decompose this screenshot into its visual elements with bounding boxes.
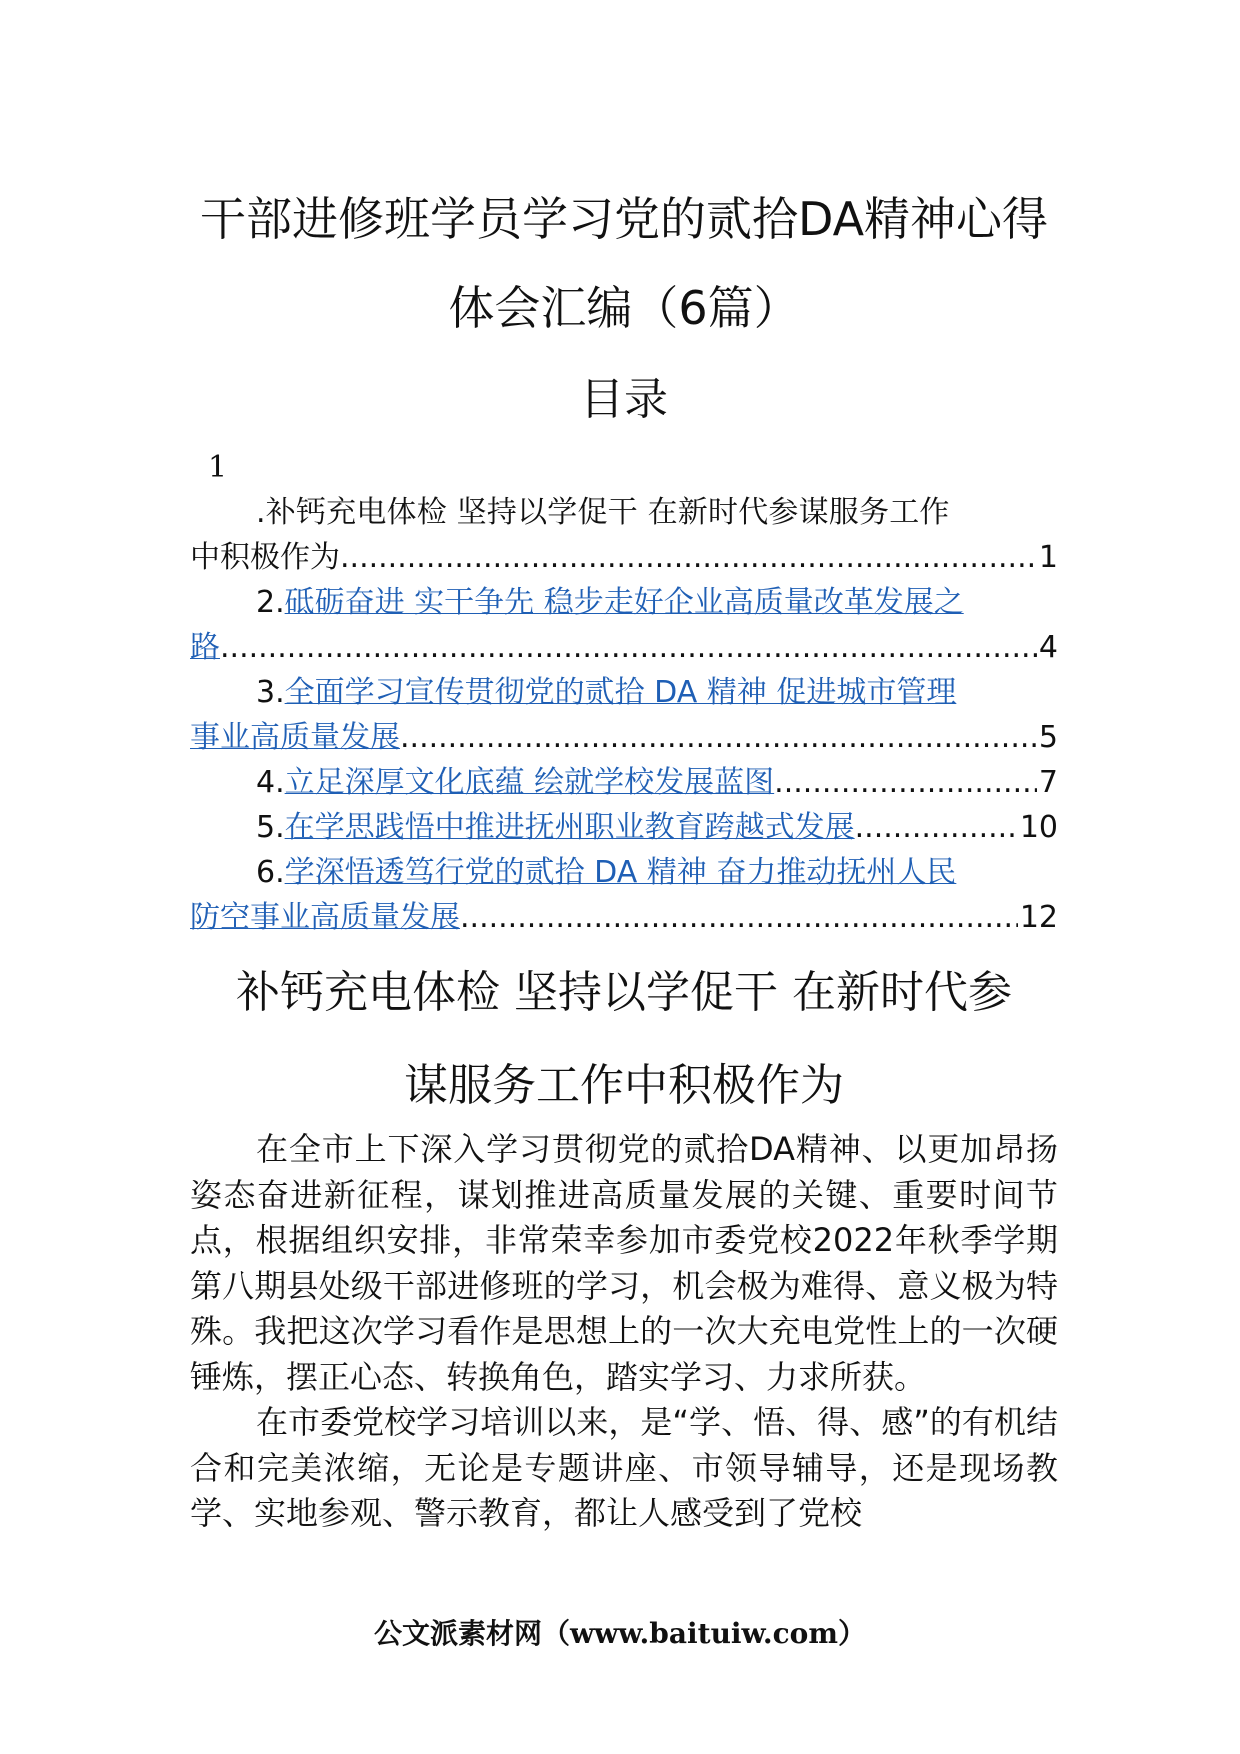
document-title-line1: 干部进修班学员学习党的贰拾DA精神心得 <box>199 192 1049 246</box>
toc-item-2-line2 <box>190 625 1058 670</box>
toc-item-6[interactable] <box>190 850 1058 940</box>
toc-leader-dots <box>774 760 1037 805</box>
toc-item-2-number: 2. <box>256 585 285 620</box>
toc-item-4[interactable] <box>190 760 1058 805</box>
toc-item-5-line1 <box>190 805 1058 850</box>
toc-item-5-number: 5. <box>256 810 285 845</box>
toc-leader-dots <box>400 715 1037 760</box>
toc-item-4-number: 4. <box>256 765 285 800</box>
toc-item-6-link-cont[interactable]: 防空事业高质量发展 <box>190 900 460 935</box>
toc-stray-number: 1 <box>208 450 228 485</box>
toc-item-3-link-cont[interactable]: 事业高质量发展 <box>190 720 400 755</box>
toc-item-1-title-cont: 中积极作为 <box>190 540 340 575</box>
document-title-line2: 体会汇编（6篇） <box>448 281 800 335</box>
toc-item-6-line1 <box>190 850 1058 895</box>
toc-item-5-link[interactable]: 在学思践悟中推进抚州职业教育跨越式发展 <box>284 810 855 845</box>
toc-item-2-line1 <box>190 580 1058 625</box>
toc-leader-dots <box>220 625 1037 670</box>
toc-item-2-link-cont[interactable]: 路 <box>190 630 220 665</box>
toc-item-1-title: .补钙充电体检 坚持以学促干 在新时代参谋服务工作 <box>256 495 950 530</box>
toc-item-3-line1 <box>190 670 1058 715</box>
article-paragraph-1: 在全市上下深入学习贯彻党的贰拾DA精神、以更加昂扬姿态奋进新征程，谋划推进高质量发展的关键、重要时间节点，根据组织安排，非常荣幸参加市委党校2022年秋季学期第八期县处级干部进修班的学习，机会极为难得、意义极为特殊。我把这次学习看作是思想上的一次大充电党性上的一次硬锤炼，摆正心态、转换角色，踏实学习、力求所获。 <box>190 1130 1058 1396</box>
toc-leader-dots <box>855 805 1018 850</box>
toc-heading: 目录 <box>580 374 668 425</box>
toc-item-3-text <box>256 670 956 715</box>
article-title-line1: 补钙充电体检 坚持以学促干 在新时代参 <box>236 967 1012 1018</box>
toc-leader-dots <box>340 535 1037 580</box>
toc-item-3-line2 <box>190 715 1058 760</box>
toc-item-6-page: 12 <box>1019 900 1058 935</box>
toc-item-2-page: 4 <box>1038 630 1058 665</box>
article-paragraph-2: 在市委党校学习培训以来，是“学、悟、得、感”的有机结合和完美浓缩，无论是专题讲座、市领导辅导，还是现场教学、实地参观、警示教育，都让人感受到了党校 <box>190 1403 1058 1532</box>
toc-item-3-page: 5 <box>1038 720 1058 755</box>
article-body <box>190 1127 1058 1537</box>
toc-item-3[interactable] <box>190 670 1058 760</box>
toc-item-6-link[interactable]: 学深悟透笃行党的贰拾 DA 精神 奋力推动抚州人民 <box>284 855 957 890</box>
toc-item-1-page: 1 <box>1038 540 1058 575</box>
toc-item-2-link[interactable]: 砥砺奋进 实干争先 稳步走好企业高质量改革发展之 <box>284 585 964 620</box>
toc-item-3-number: 3. <box>256 675 285 710</box>
toc-item-6-number: 6. <box>256 855 285 890</box>
toc-item-4-line1 <box>190 760 1058 805</box>
toc-item-5-page: 10 <box>1019 810 1058 845</box>
toc-item-6-text <box>256 850 956 895</box>
toc-item-1[interactable] <box>190 490 1058 580</box>
toc-item-1-line2 <box>190 535 1058 580</box>
toc-item-4-page: 7 <box>1038 765 1058 800</box>
toc-item-1-line1 <box>190 490 1058 535</box>
toc-leader-dots <box>460 895 1018 940</box>
article-title-line2: 谋服务工作中积极作为 <box>404 1060 844 1111</box>
table-of-contents <box>190 490 1058 940</box>
toc-item-2[interactable] <box>190 580 1058 670</box>
page-footer-watermark: 公文派素材网（www.baituiw.com） <box>374 1617 866 1650</box>
toc-item-4-link[interactable]: 立足深厚文化底蕴 绘就学校发展蓝图 <box>284 765 775 800</box>
toc-item-2-text <box>256 580 964 625</box>
toc-item-6-line2 <box>190 895 1058 940</box>
toc-item-5[interactable] <box>190 805 1058 850</box>
toc-item-3-link[interactable]: 全面学习宣传贯彻党的贰拾 DA 精神 促进城市管理 <box>284 675 957 710</box>
